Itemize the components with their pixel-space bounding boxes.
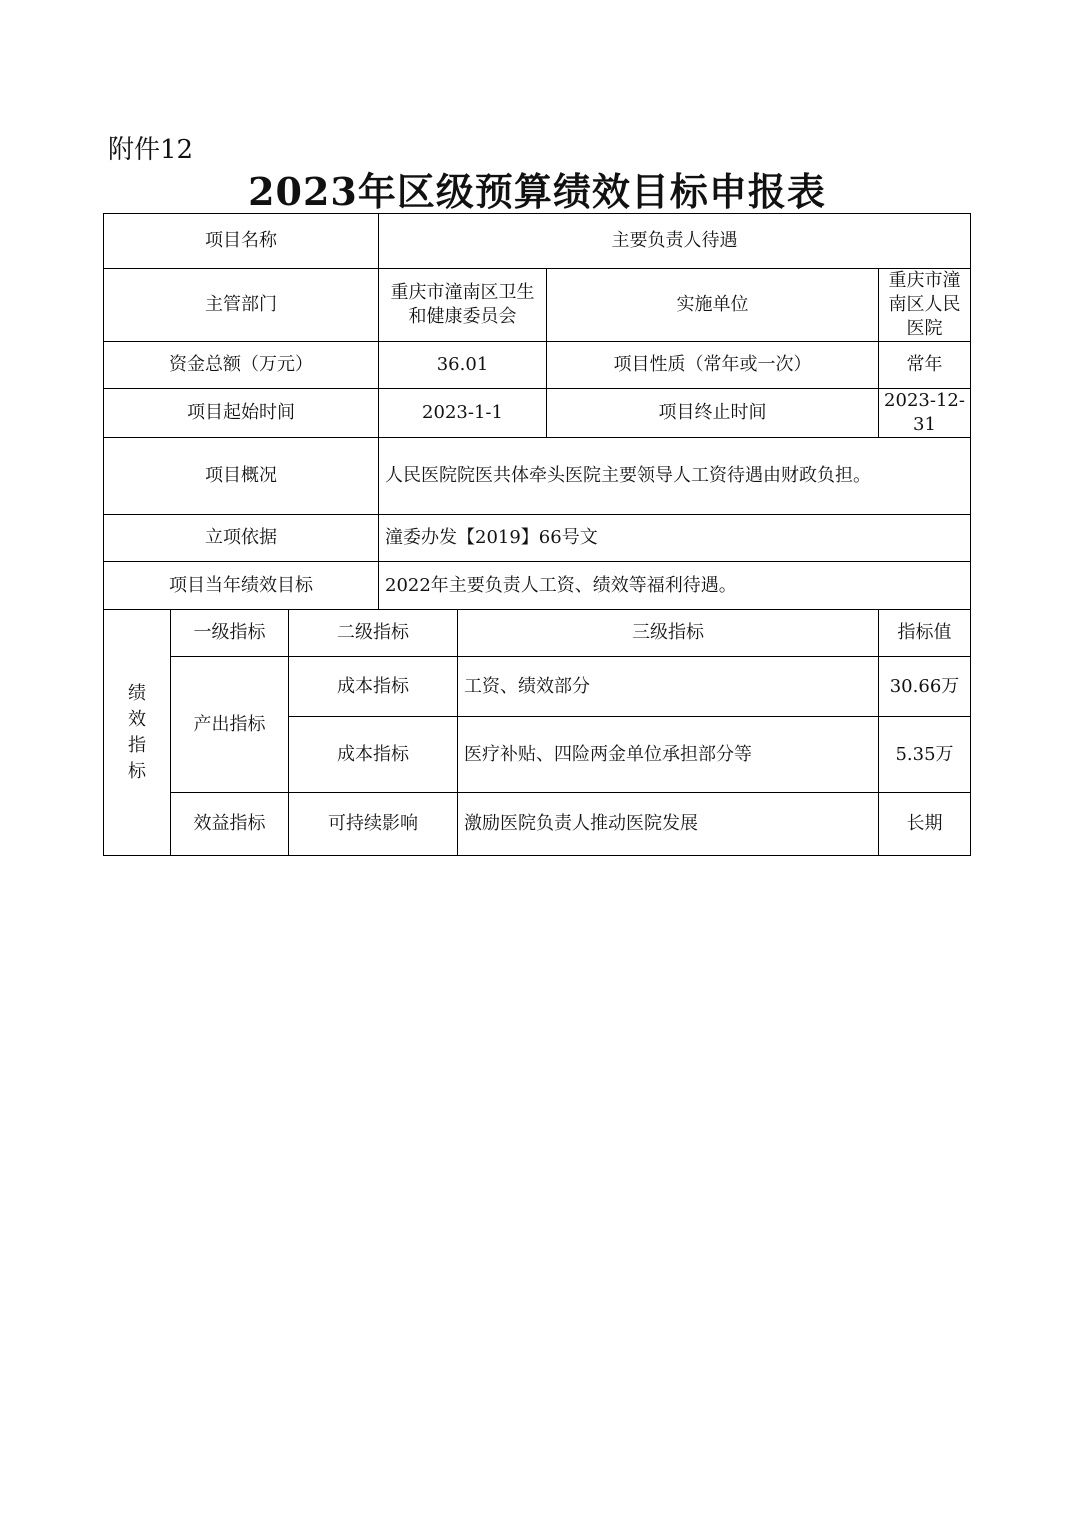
basis-value: 潼委办发【2019】66号文: [379, 515, 971, 562]
level2-cell: 成本指标: [289, 657, 458, 717]
row-department: [104, 269, 971, 342]
row-overview: [104, 438, 971, 515]
dept-value: 重庆市潼南区卫生和健康委员会: [379, 269, 547, 342]
level1-output: 产出指标: [171, 657, 289, 793]
start-label: 项目起始时间: [104, 389, 379, 438]
overview-value: 人民医院院医共体牵头医院主要领导人工资待遇由财政负担。: [379, 438, 971, 515]
attachment-label: 附件12: [108, 135, 194, 165]
project-name-label: 项目名称: [104, 214, 379, 269]
row-project-name: [104, 214, 971, 269]
level1-benefit: 效益指标: [171, 793, 289, 856]
basis-label: 立项依据: [104, 515, 379, 562]
row-goal: [104, 562, 971, 610]
value-cell: 5.35万: [879, 717, 971, 793]
form-title: 2023年区级预算绩效目标申报表: [248, 169, 826, 214]
goal-value: 2022年主要负责人工资、绩效等福利待遇。: [379, 562, 971, 610]
value-cell: 长期: [879, 793, 971, 856]
end-label: 项目终止时间: [547, 389, 879, 438]
start-value: 2023-1-1: [379, 389, 547, 438]
goal-label: 项目当年绩效目标: [104, 562, 379, 610]
level3-cell: 医疗补贴、四险两金单位承担部分等: [458, 717, 879, 793]
header-level2: 二级指标: [289, 610, 458, 657]
row-fund: [104, 342, 971, 389]
indicator-section-label: [104, 610, 171, 856]
value-cell: 30.66万: [879, 657, 971, 717]
end-value: 2023-12-31: [879, 389, 971, 438]
level3-cell: 激励医院负责人推动医院发展: [458, 793, 879, 856]
nature-label: 项目性质（常年或一次）: [547, 342, 879, 389]
header-value: 指标值: [879, 610, 971, 657]
overview-label: 项目概况: [104, 438, 379, 515]
indicator-header-row: [104, 610, 971, 657]
project-name-value: 主要负责人待遇: [379, 214, 971, 269]
budget-performance-form: [103, 213, 971, 856]
fund-value: 36.01: [379, 342, 547, 389]
nature-value: 常年: [879, 342, 971, 389]
impl-value: 重庆市潼南区人民医院: [879, 269, 971, 342]
impl-label: 实施单位: [547, 269, 879, 342]
level2-cell: 成本指标: [289, 717, 458, 793]
indicator-row: [104, 793, 971, 856]
row-dates: [104, 389, 971, 438]
indicator-section-text: 绩效指标: [128, 682, 146, 782]
level3-cell: 工资、绩效部分: [458, 657, 879, 717]
dept-label: 主管部门: [104, 269, 379, 342]
fund-label: 资金总额（万元）: [104, 342, 379, 389]
level2-cell: 可持续影响: [289, 793, 458, 856]
indicator-row: [104, 657, 971, 717]
header-level3: 三级指标: [458, 610, 879, 657]
header-level1: 一级指标: [171, 610, 289, 657]
row-basis: [104, 515, 971, 562]
